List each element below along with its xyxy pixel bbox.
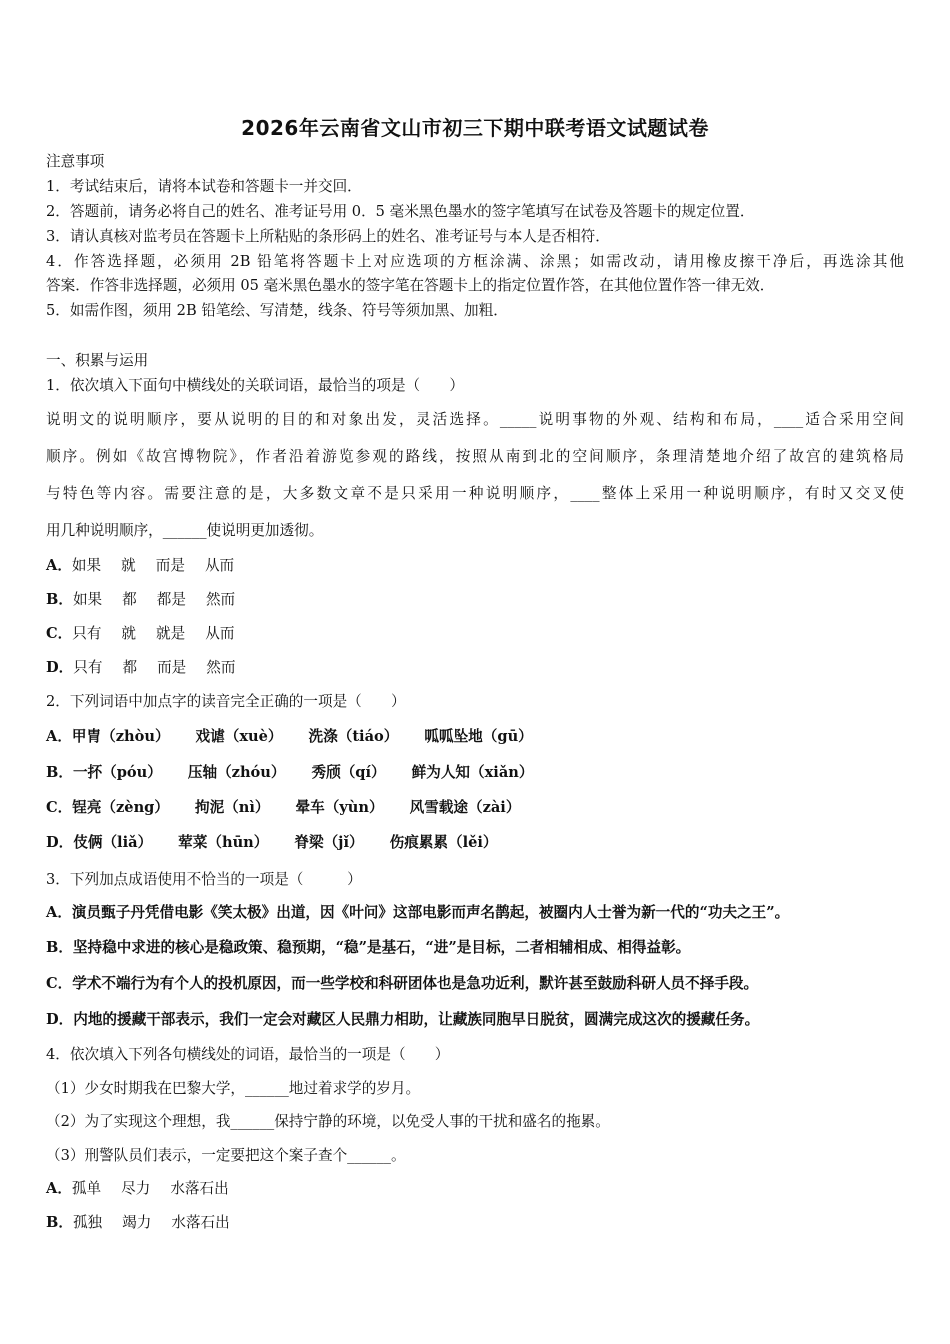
question-stem: 1．依次填入下面句中横线处的关联词语，最恰当的项是（ ）: [46, 377, 464, 394]
answer-option[interactable]: B．坚持稳中求进的核心是稳政策、稳预期，“稳”是基石，“进”是目标，二者相辅相成、相得益彰。: [46, 939, 691, 956]
option-word: 风雪载途（zài）: [409, 799, 521, 816]
sentence-line: （2）为了实现这个理想，我______保持宁静的环境，以免受人事的干扰和盛名的拖累。: [46, 1113, 610, 1130]
option-word: 荤菜（hūn）: [178, 834, 269, 851]
option-word: 脊梁（jǐ）: [294, 834, 364, 851]
option-label: D．: [46, 834, 74, 851]
option-label: C．: [46, 625, 73, 642]
option-word: 然而: [205, 591, 236, 608]
option-word: 都: [122, 591, 137, 608]
option-word: 一抔（póu）: [72, 764, 162, 781]
option-word: 戏谑（xuè）: [195, 728, 283, 745]
answer-option[interactable]: C．学术不端行为有个人的投机原因，而一些学校和科研团体也是急功近利，默许甚至鼓励科研人员不择手段。: [46, 975, 759, 992]
option-word: 都: [122, 659, 138, 676]
option-word: 然而: [206, 659, 236, 676]
option-word: 拘泥（nì）: [194, 799, 270, 816]
option-label: C．: [46, 799, 73, 816]
option-label: B．: [46, 1214, 73, 1231]
passage-line: 说明文的说明顺序，要从说明的目的和对象出发，灵活选择。_____说明事物的外观、结构和布局，____适合采用空间: [46, 411, 904, 428]
option-word: 甲胄（zhòu）: [71, 728, 170, 745]
notice-item: 3．请认真核对监考员在答题卡上所粘贴的条形码上的姓名、准考证号与本人是否相符．: [46, 228, 610, 245]
passage-line: 用几种说明顺序，______使说明更加透彻。: [46, 522, 324, 539]
answer-option[interactable]: [46, 1213, 230, 1233]
option-word: 晕车（yùn）: [295, 799, 384, 816]
option-word: 就: [121, 557, 136, 574]
passage-line: 顺序。例如《故宫博物院》，作者沿着游览参观的路线，按照从南到北的空间顺序，条理清楚地介绍了故宫的建筑格局: [46, 448, 904, 465]
option-word: 而是: [155, 557, 185, 574]
option-label: A．: [46, 728, 72, 745]
option-word: 水落石出: [170, 1180, 229, 1197]
option-word: 鲜为人知（xiǎn）: [411, 764, 534, 781]
answer-option[interactable]: [46, 763, 534, 783]
page-title: 2026年云南省文山市初三下期中联考语文试题试卷: [241, 116, 709, 140]
option-word: 从而: [205, 625, 235, 642]
option-word: 只有: [73, 659, 103, 676]
answer-option[interactable]: [46, 833, 498, 853]
option-word: 而是: [157, 659, 187, 676]
option-label: B．: [46, 591, 73, 608]
option-word: 秀颀（qí）: [311, 764, 386, 781]
answer-option[interactable]: D．内地的援藏干部表示，我们一定会对藏区人民鼎力相助，让藏族同胞早日脱贫，圆满完成这次的援藏任务。: [46, 1011, 760, 1028]
option-word: 尽力: [121, 1180, 151, 1197]
answer-option[interactable]: [46, 727, 533, 747]
question-stem: 2．下列词语中加点字的读音完全正确的一项是（ ）: [46, 693, 406, 710]
sentence-line: （3）刑警队员们表示，一定要把这个案子查个______。: [46, 1147, 406, 1164]
option-word: 如果: [72, 591, 103, 608]
option-word: 伎俩（liǎ）: [73, 834, 153, 851]
option-label: A．: [46, 557, 72, 574]
answer-option[interactable]: [46, 624, 234, 644]
option-word: 呱呱坠地（gū）: [424, 728, 533, 745]
option-word: 洗涤（tiáo）: [308, 728, 399, 745]
section-heading: 一、积累与运用: [46, 352, 149, 369]
option-word: 孤独: [72, 1214, 103, 1231]
option-word: 从而: [204, 557, 235, 574]
option-word: 伤痕累累（lěi）: [389, 834, 498, 851]
answer-option[interactable]: A．演员甄子丹凭借电影《笑太极》出道，因《叶问》这部电影而声名鹊起，被圈内人士誉为新一代的“功夫之王”。: [46, 904, 790, 921]
option-word: 压轴（zhóu）: [187, 764, 286, 781]
option-word: 就是: [156, 625, 186, 642]
option-word: 只有: [72, 625, 102, 642]
option-word: 孤单: [71, 1180, 102, 1197]
passage-line: 与特色等内容。需要注意的是，大多数文章不是只采用一种说明顺序，____整体上采用一种说明顺序，有时又交叉使: [46, 485, 904, 502]
notice-item: 2．答题前，请务必将自己的姓名、准考证号用 0．5 毫米黑色墨水的签字笔填写在试卷及答题卡的规定位置．: [46, 203, 755, 220]
answer-option[interactable]: [46, 590, 235, 610]
question-stem: 3．下列加点成语使用不恰当的一项是（ ）: [46, 871, 362, 888]
option-word: 都是: [156, 591, 186, 608]
option-word: 锃亮（zèng）: [72, 799, 169, 816]
answer-option[interactable]: [46, 1179, 229, 1199]
notice-item: 1．考试结束后，请将本试卷和答题卡一并交回．: [46, 178, 362, 195]
notice-item: 4．作答选择题，必须用 2B 铅笔将答题卡上对应选项的方框涂满、涂黑；如需改动，请用橡皮擦干净后，再选涂其他: [46, 253, 904, 270]
option-word: 竭力: [122, 1214, 152, 1231]
option-label: D．: [46, 659, 74, 676]
notice-item: 答案．作答非选择题，必须用 05 毫米黑色墨水的签字笔在答题卡上的指定位置作答，在其他位置作答一律无效．: [46, 277, 775, 294]
sentence-line: （1）少女时期我在巴黎大学，______地过着求学的岁月。: [46, 1080, 421, 1097]
option-word: 如果: [71, 557, 102, 574]
answer-option[interactable]: [46, 658, 235, 678]
option-label: B．: [46, 764, 73, 781]
notice-item: 5．如需作图，须用 2B 铅笔绘、写清楚，线条、符号等须加黑、加粗．: [46, 302, 508, 319]
answer-option[interactable]: [46, 798, 520, 818]
notice-heading: 注意事项: [46, 153, 105, 170]
option-word: 就: [121, 625, 137, 642]
option-label: A．: [46, 1180, 72, 1197]
question-stem: 4．依次填入下列各句横线处的词语，最恰当的一项是（ ）: [46, 1046, 450, 1063]
answer-option[interactable]: [46, 556, 234, 576]
option-word: 水落石出: [171, 1214, 230, 1231]
